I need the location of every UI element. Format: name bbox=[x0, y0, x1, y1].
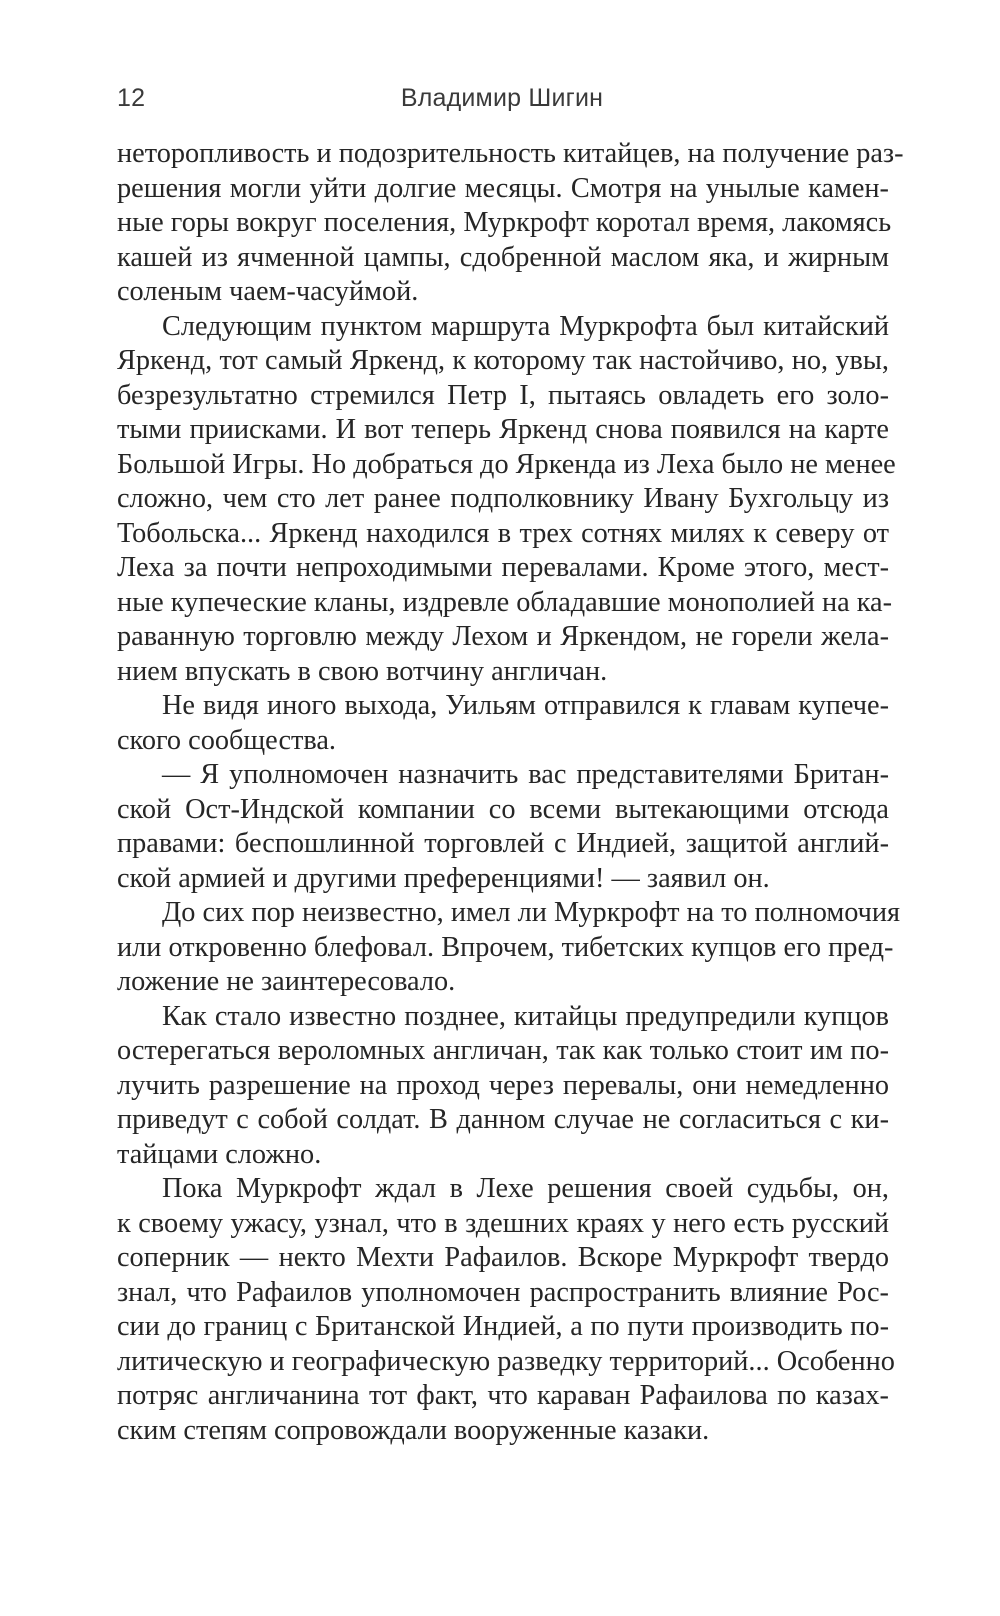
page-number: 12 bbox=[117, 84, 146, 112]
text-line: Леха за почти непроходимыми перевалами. Кроме этого, мест- bbox=[117, 552, 889, 583]
text-line: приведут с собой солдат. В данном случае не согласиться с ки- bbox=[117, 1104, 889, 1135]
text-line: ским степям сопровождали вооруженные казаки. bbox=[117, 1414, 710, 1446]
text-line: Следующим пунктом маршрута Муркрофта был китайский bbox=[162, 310, 889, 342]
text-line: правами: беспошлинной торговлей с Индией, защитой англий- bbox=[117, 828, 889, 859]
text-line: соленым чаем-часуймой. bbox=[117, 276, 419, 307]
text-line: лучить разрешение на проход через перевалы, они немедленно bbox=[117, 1069, 889, 1101]
text-line: Как стало известно позднее, китайцы предупредили купцов bbox=[162, 1000, 889, 1032]
text-line: или откровенно блефовал. Впрочем, тибетских купцов его пред- bbox=[117, 931, 894, 963]
text-line: безрезультатно стремился Петр I, пытаясь овладеть его золо- bbox=[117, 379, 889, 411]
text-line: кашей из ячменной цампы, сдобренной маслом яка, и жирным bbox=[117, 241, 889, 273]
text-line: — Я уполномочен назначить вас представителями Британ- bbox=[162, 759, 889, 790]
text-line: ложение не заинтересовало. bbox=[117, 966, 456, 997]
text-line: сии до границ с Британской Индией, а по пути производить по- bbox=[117, 1311, 889, 1342]
text-line: потряс англичанина тот факт, что караван Рафаилова по казах- bbox=[117, 1380, 889, 1411]
text-line: Тобольска... Яркенд находился в трех сотнях милях к северу от bbox=[117, 517, 889, 549]
text-line: остерегаться вероломных англичан, так как только стоит им по- bbox=[117, 1035, 889, 1066]
text-line: тайцами сложно. bbox=[117, 1138, 322, 1170]
text-line: Пока Муркрофт ждал в Лехе решения своей судьбы, он, bbox=[162, 1173, 889, 1204]
text-line: ской Ост-Индской компании со всеми вытекающими отсюда bbox=[117, 793, 889, 825]
text-line: к своему ужасу, узнал, что в здешних краях у него есть русский bbox=[117, 1207, 889, 1239]
text-line: раванную торговлю между Лехом и Яркендом, не горели жела- bbox=[117, 621, 889, 652]
text-line: соперник — некто Мехти Рафаилов. Вскоре Муркрофт твердо bbox=[117, 1242, 889, 1273]
text-line: знал, что Рафаилов уполномочен распространить влияние Рос- bbox=[117, 1276, 889, 1308]
text-line: неторопливость и подозрительность китайцев, на получение раз- bbox=[117, 138, 904, 169]
text-line: ные горы вокруг поселения, Муркрофт коротал время, лакомясь bbox=[117, 207, 892, 238]
paragraph bbox=[117, 689, 889, 758]
text-line: ского сообщества. bbox=[117, 724, 336, 756]
text-line: нием впускать в свою вотчину англичан. bbox=[117, 655, 608, 687]
paragraph bbox=[117, 137, 904, 310]
text-line: До сих пор неизвестно, имел ли Муркрофт на то полномочия bbox=[162, 897, 901, 928]
text-line: ской армией и другими преференциями! — заявил он. bbox=[117, 862, 770, 894]
paragraph bbox=[117, 896, 901, 1000]
text-line: тыми приисками. И вот теперь Яркенд снова появился на карте bbox=[117, 414, 889, 445]
paragraph-dialogue bbox=[117, 758, 889, 896]
body-text bbox=[117, 137, 904, 1448]
text-line: Большой Игры. Но добраться до Яркенда из Леха было не менее bbox=[117, 448, 896, 480]
paragraph bbox=[117, 1172, 895, 1448]
text-line: литическую и географическую разведку территорий... Особенно bbox=[117, 1345, 895, 1377]
text-line: ные купеческие кланы, издревле обладавшие монополией на ка- bbox=[117, 586, 893, 618]
text-line: сложно, чем сто лет ранее подполковнику Ивану Бухгольцу из bbox=[117, 483, 889, 514]
paragraph bbox=[117, 310, 896, 690]
running-head-author: Владимир Шигин bbox=[400, 84, 604, 112]
text-line: решения могли уйти долгие месяцы. Смотря на унылые камен- bbox=[117, 172, 889, 204]
text-line: Не видя иного выхода, Уильям отправился к главам купече- bbox=[162, 690, 889, 721]
paragraph bbox=[117, 1000, 889, 1173]
text-line: Яркенд, тот самый Яркенд, к которому так настойчиво, но, увы, bbox=[117, 345, 889, 376]
page-header bbox=[117, 84, 887, 124]
